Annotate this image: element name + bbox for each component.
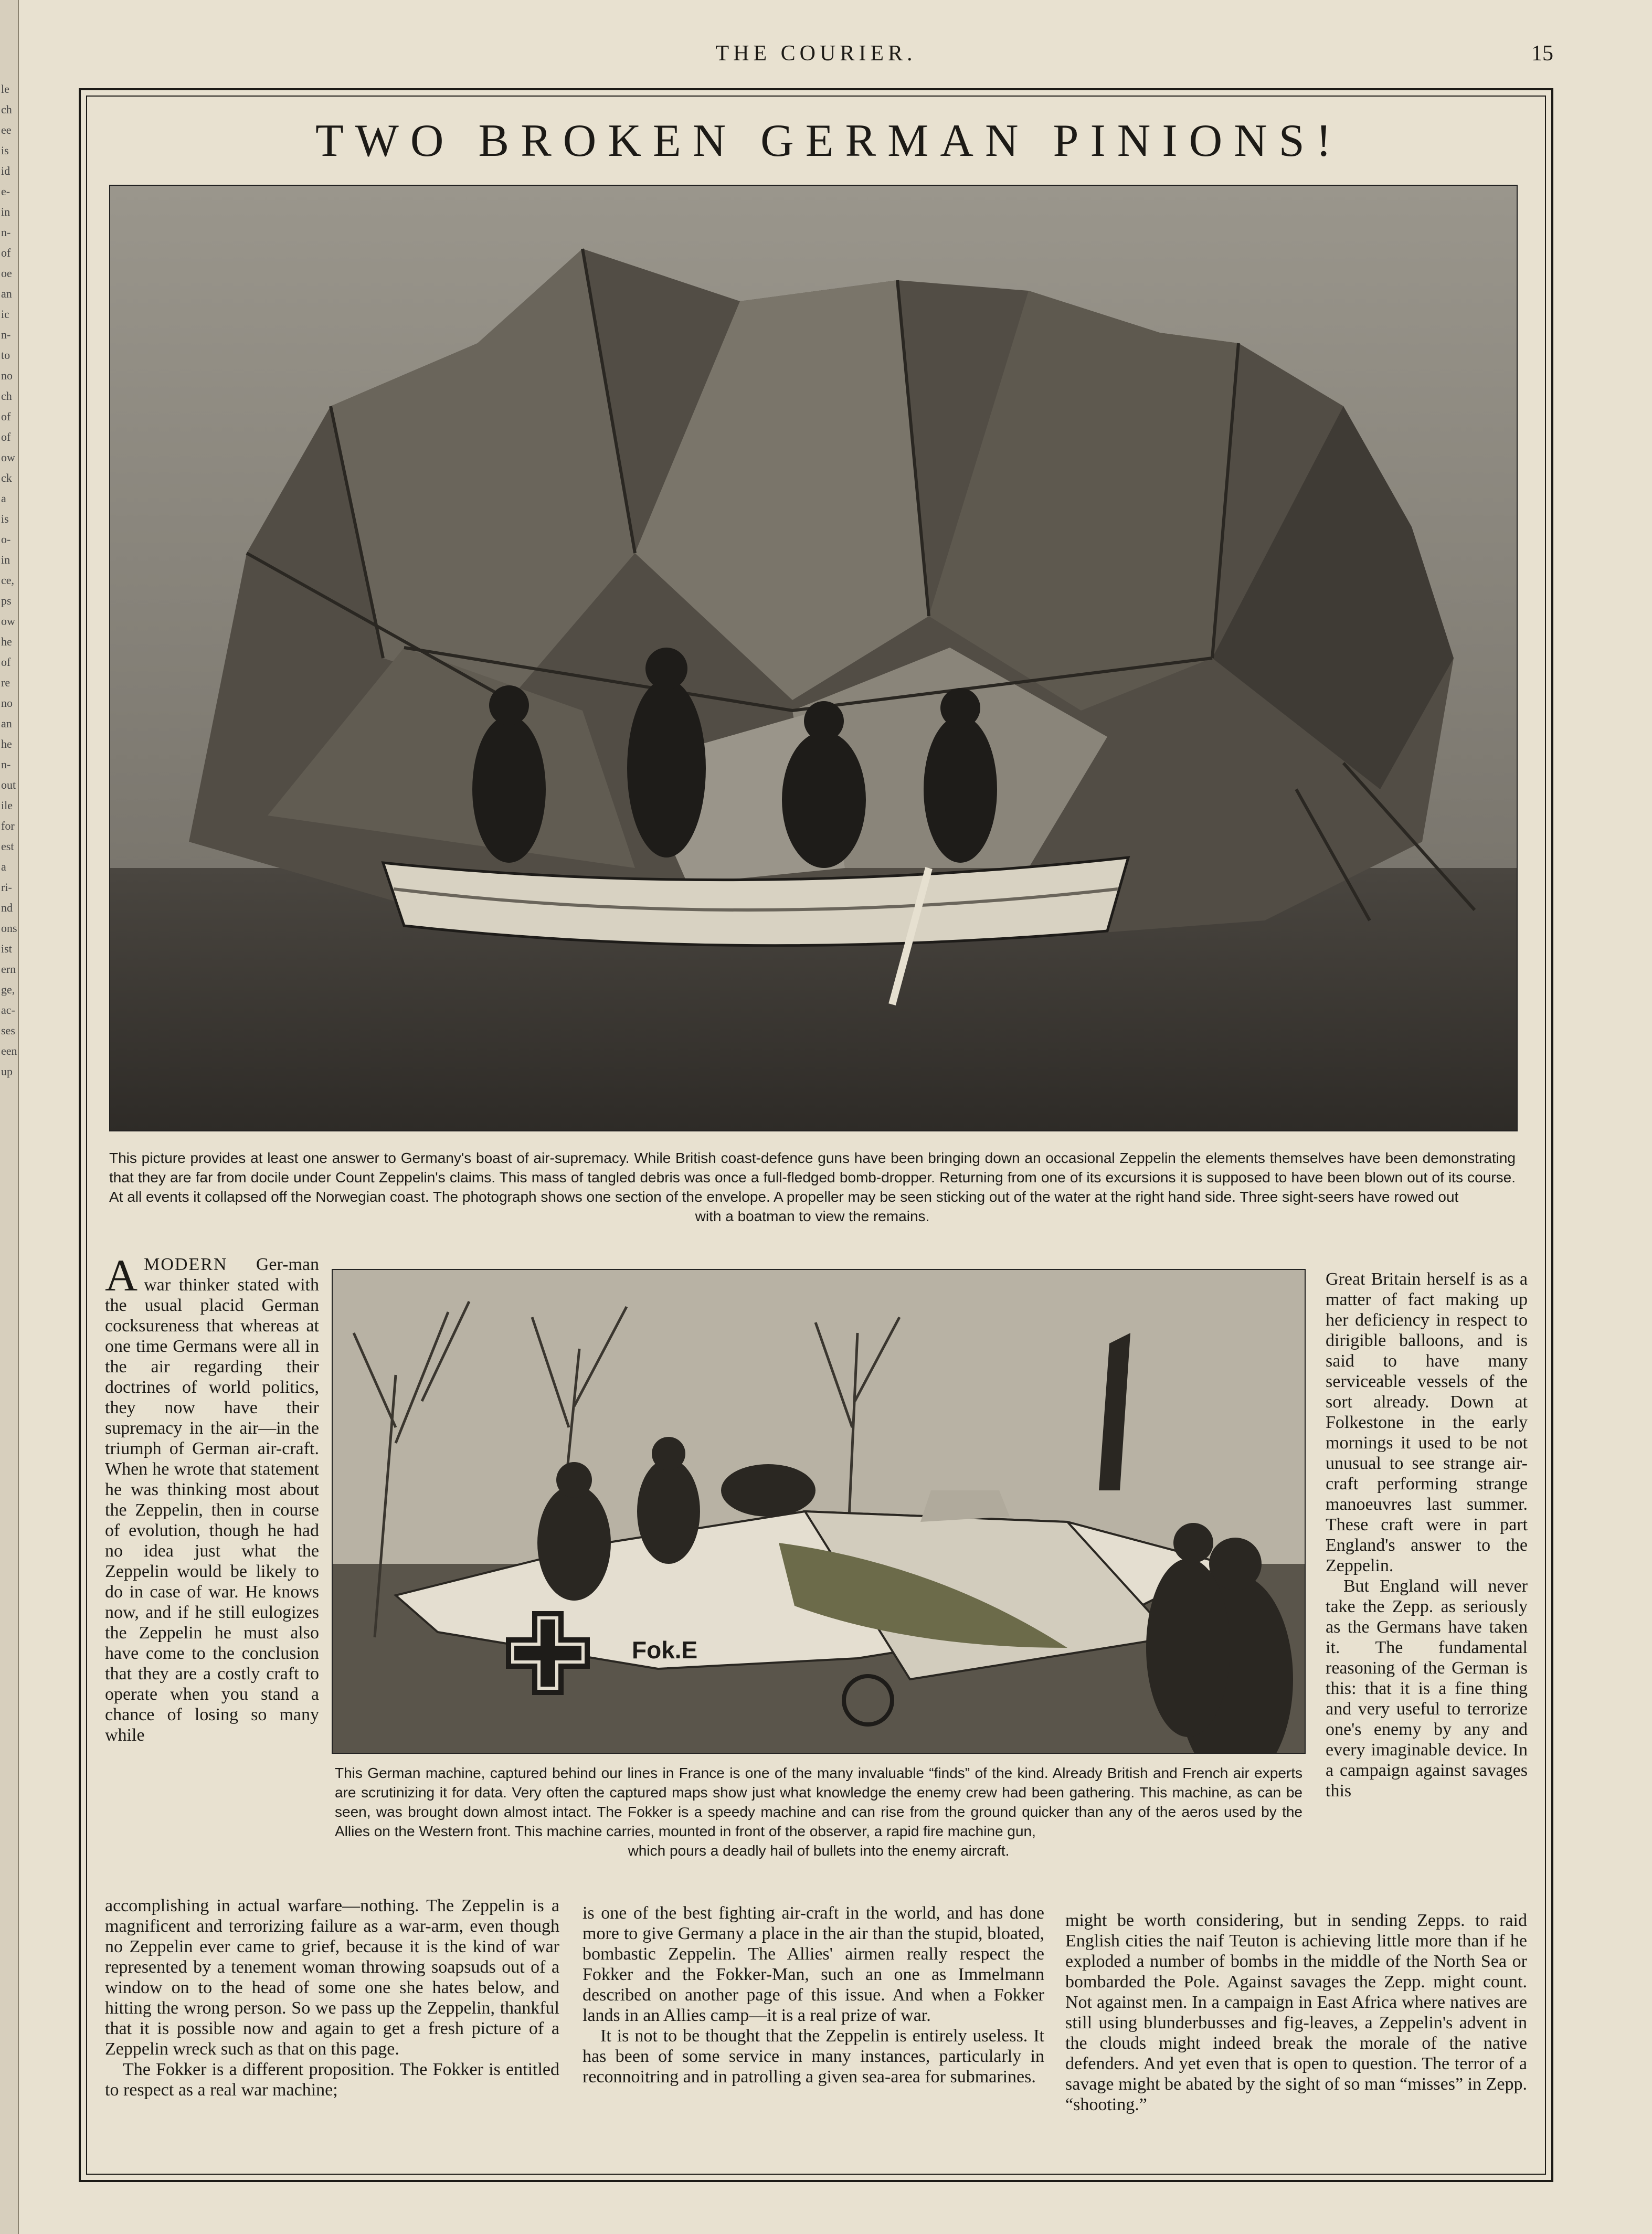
fokker-captured-photo — [332, 1269, 1306, 1754]
bottom-col2-paragraph-1: is one of the best fighting air-craft in the world, and has done more to give Germany a place in the air than the stupid, bloated, bombastic Zeppelin. The Allies' airmen really respect the Fokker and the Fokker-Man, such an one as Immelmann described on another page of this issue. And when a Fokker lands in an Allies camp—it is a real prize of war. — [583, 1903, 1044, 2025]
gutter-fragment: ow — [1, 615, 15, 628]
fokker-illustration — [333, 1270, 1305, 1753]
zeppelin-wreck-illustration — [110, 186, 1517, 1130]
page-number: 15 — [1531, 41, 1553, 66]
gutter-fragment: id — [1, 164, 10, 177]
bottom-col1-paragraph-1: accomplishing in actual warfare—nothing. The Zeppelin is a magnificent and terrorizing failure as a war-arm, even though no Zeppelin ever came to grief, because it is the kind of war represented by a tenement woman throwing soapsuds out of a window on to the head of some one she hates below, and hitting the wrong person. So we pass up the Zeppelin, thankful that it is possible now and again to get a fresh picture of a Zeppelin wreck such as that on this page. — [105, 1896, 559, 2059]
gutter-fragment: ile — [1, 799, 13, 812]
gutter-fragment: re — [1, 676, 10, 689]
drop-cap: A — [105, 1250, 138, 1300]
gutter-fragment: a — [1, 860, 6, 873]
article-right-column — [1326, 1269, 1528, 1801]
bottom-col2-paragraph-2: It is not to be thought that the Zeppelin is entirely useless. It has been of some service in many instances, particularly in reconnoitring and in patrolling a given sea-area for submarines. — [583, 2026, 1044, 2087]
article-bottom-column-1 — [105, 1896, 559, 2100]
gutter-fragment: ac- — [1, 1003, 15, 1017]
adjacent-page-gutter — [0, 0, 19, 2234]
article-bottom-column-3 — [1065, 1910, 1527, 2115]
gutter-fragment: of — [1, 246, 11, 259]
gutter-fragment: ons — [1, 922, 17, 935]
gutter-fragment: no — [1, 696, 13, 710]
gutter-fragment: n- — [1, 226, 11, 239]
fokker-caption-body: This German machine, captured behind our lines in France is one of the many invaluable “finds” of the kind. Already British and French air experts are scrutinizing it for data. Very often the captured maps show just what knowledge the enemy crew had been gathering. This machine, as can be seen, was brought down almost intact. The Fokker is a speedy machine and can rise from the ground quicker than any of the aeros used by the Allies on the Western front. This machine carries, mounted in front of the observer, a rapid fire machine gun, — [335, 1765, 1302, 1839]
fokker-caption-last-line: which pours a deadly hail of bullets into the enemy aircraft. — [628, 1843, 1010, 1859]
running-header — [79, 41, 1553, 72]
right-column-paragraph-1: Great Britain herself is as a matter of fact making up her deficiency in respect to dirigible balloons, and is said to have many serviceable vessels of the sort already. Down at Folkestone in the early mornings it used to be not unusual to see strange air-craft performing strange manoeuvres last summer. These craft were in part England's answer to the Zeppelin. — [1326, 1269, 1528, 1575]
gutter-fragment: n- — [1, 328, 11, 341]
article-bottom-column-2 — [583, 1903, 1044, 2087]
gutter-fragment: est — [1, 840, 14, 853]
gutter-fragment: to — [1, 348, 10, 362]
gutter-fragment: ow — [1, 451, 15, 464]
gutter-fragment: oe — [1, 267, 12, 280]
gutter-fragment: in — [1, 553, 10, 566]
gutter-fragment: for — [1, 819, 15, 832]
gutter-fragment: an — [1, 717, 12, 730]
zeppelin-caption-last-line: with a boatman to view the remains. — [695, 1208, 930, 1224]
gutter-fragment: no — [1, 369, 13, 382]
gutter-fragment: a — [1, 492, 6, 505]
zeppelin-photo-caption — [109, 1148, 1516, 1226]
gutter-fragment: ist — [1, 942, 12, 955]
headline: TWO BROKEN GERMAN PINIONS! — [315, 115, 1343, 166]
gutter-fragment: ses — [1, 1024, 15, 1037]
gutter-fragment: ce, — [1, 574, 15, 587]
gutter-fragment: ck — [1, 471, 12, 484]
fokker-photo-caption — [335, 1763, 1302, 1860]
running-head-title: THE COURIER. — [715, 41, 917, 66]
gutter-fragment: is — [1, 144, 9, 157]
gutter-fragment: e- — [1, 185, 10, 198]
gutter-fragment: in — [1, 205, 10, 218]
zeppelin-wreck-photo — [109, 185, 1518, 1131]
fuselage-marking: Fok.E — [632, 1636, 698, 1664]
gutter-fragment: nd — [1, 901, 13, 914]
gutter-fragment: ic — [1, 308, 9, 321]
bottom-col3-paragraph: might be worth considering, but in sending Zepps. to raid English cities the naif Teuton is achieving little more than if he exploded a number of bombs in the middle of the North Sea or bombarded the Pole. Against savages the Zepp. might count. Not against men. In a campaign in East Africa where natives are still using blunderbusses and fig-leaves, a Zeppelin's advent in the clouds might indeed break the morale of the native defenders. And yet even that is open to question. The terror of a savage might be abated by the sight of so man “misses” in Zepp. “shooting.” — [1065, 1911, 1527, 2114]
gutter-fragment: out — [1, 778, 16, 791]
bottom-col1-paragraph-2: The Fokker is a different proposition. The Fokker is entitled to respect as a real war machine; — [105, 2060, 559, 2100]
gutter-fragment: is — [1, 512, 9, 525]
gutter-fragment: up — [1, 1065, 13, 1078]
gutter-fragment: an — [1, 287, 12, 300]
gutter-fragment: ps — [1, 594, 12, 607]
gutter-fragment: o- — [1, 533, 11, 546]
lead-in-smallcaps: MODERN — [144, 1255, 228, 1274]
gutter-fragment: le — [1, 82, 9, 96]
left-column-text: Ger-man war thinker stated with the usual placid German cocksureness that whereas at one time Germans were all in the air regarding their doctrines of world politics, they now have their supremacy in the air—in the triumph of German air-craft. When he wrote that statement he was thinking most about the Zeppelin, then in course of evolution, though he had no idea just what the Zeppelin would be likely to do in case of war. He knows now, and if he still eulogizes the Zeppelin he must also have come to the conclusion that they are a costly craft to operate when you stand a chance of losing so many while — [105, 1255, 319, 1745]
gutter-fragment: he — [1, 737, 12, 750]
gutter-fragment: ge, — [1, 983, 15, 996]
gutter-fragment: ri- — [1, 881, 12, 894]
gutter-fragment: een — [1, 1044, 17, 1057]
gutter-fragment: ch — [1, 103, 12, 116]
gutter-fragment: he — [1, 635, 12, 648]
gutter-fragment: of — [1, 430, 11, 443]
gutter-fragment: ee — [1, 123, 12, 136]
gutter-fragment: of — [1, 655, 11, 669]
right-column-paragraph-2: But England will never take the Zepp. as seriously as the Germans have taken it. The fundamental reasoning of the German is this: that it is a fine thing and very useful to terrorize one's enemy by any and every imaginable device. In a campaign against savages this — [1326, 1576, 1528, 1801]
gutter-fragment: ch — [1, 389, 12, 403]
zeppelin-caption-body: This picture provides at least one answer to Germany's boast of air-supremacy. While British coast-defence guns have been bringing down an occasional Zeppelin the elements themselves have been demonstrating that they are far from docile under Count Zeppelin's claims. This mass of tangled debris was once a full-fledged bomb-dropper. Returning from one of its excursions it is supposed to have been blown out of its course. At all events it collapsed off the Norwegian coast. The photograph shows one section of the envelope. A propeller may be seen sticking out of the water at the right hand side. Three sight-seers have rowed out — [109, 1150, 1516, 1205]
gutter-fragment: of — [1, 410, 11, 423]
gutter-fragment: n- — [1, 758, 11, 771]
article-left-column — [105, 1250, 319, 1745]
gutter-fragment: ern — [1, 962, 16, 976]
